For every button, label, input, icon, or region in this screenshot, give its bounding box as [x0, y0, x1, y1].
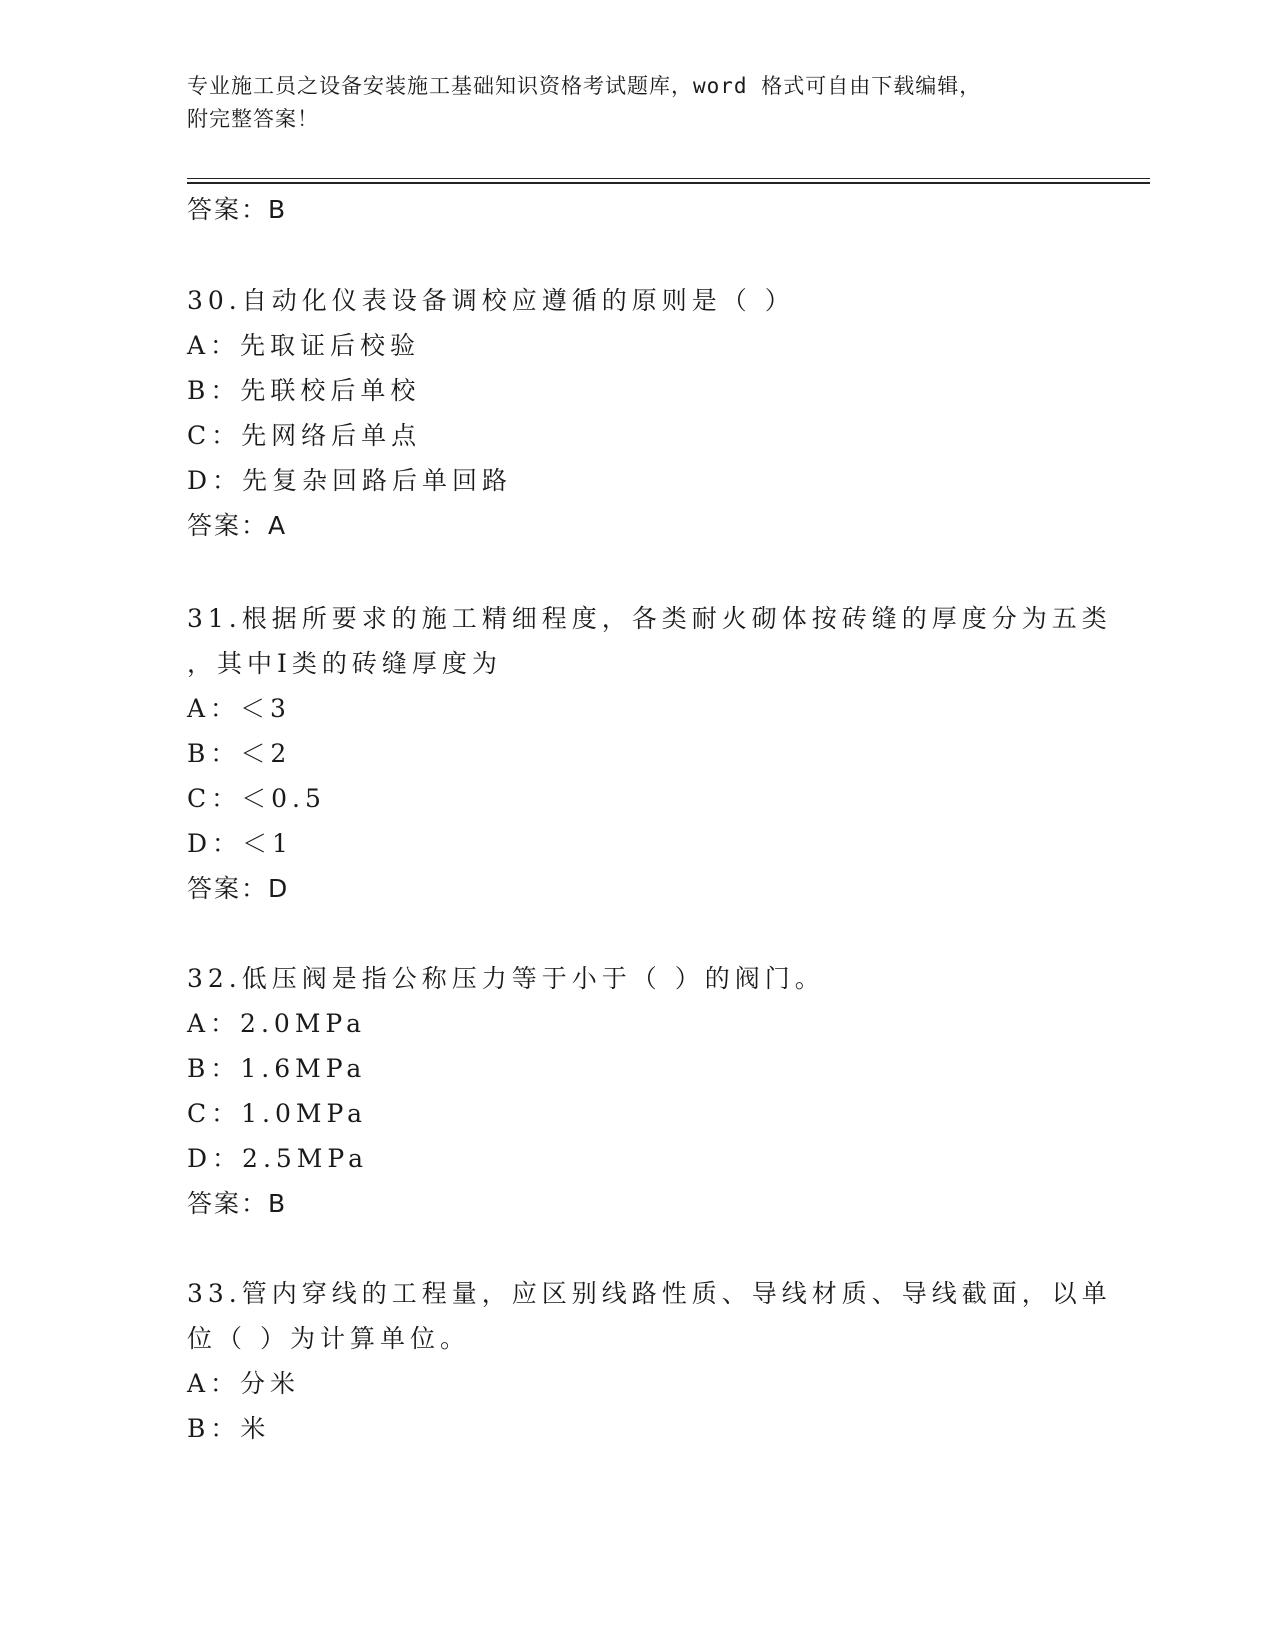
question-32-answer: 答案：B [187, 1189, 288, 1218]
header-divider-thin [187, 178, 1150, 179]
question-30-option-d: D：先复杂回路后单回路 [187, 466, 513, 495]
question-31-option-c: C：＜0.5 [187, 784, 326, 813]
question-32-stem: 32.低压阀是指公称压力等于小于（ ）的阀门。 [187, 964, 825, 993]
question-31-option-a: A：＜3 [187, 694, 291, 723]
question-30-answer: 答案：A [187, 511, 288, 540]
question-33-option-a: A：分米 [187, 1369, 301, 1398]
question-32-option-a: A：2.0MPa [187, 1009, 367, 1038]
previous-answer: 答案：B [187, 195, 288, 224]
question-31-stem-line-2: ，其中Ⅰ类的砖缝厚度为 [187, 649, 502, 678]
question-33-stem-line-2: 位（ ）为计算单位。 [187, 1324, 470, 1353]
question-30-option-b: B：先联校后单校 [187, 376, 421, 405]
question-32-option-b: B：1.6MPa [187, 1054, 367, 1083]
header-line-2: 附完整答案！ [187, 107, 319, 131]
question-31-answer: 答案：D [187, 874, 290, 903]
question-30-option-c: C：先网络后单点 [187, 421, 422, 450]
question-31-stem-line-1: 31.根据所要求的施工精细程度，各类耐火砌体按砖缝的厚度分为五类 [187, 604, 1112, 633]
question-31-option-d: D：＜1 [187, 829, 293, 858]
question-30-stem: 30.自动化仪表设备调校应遵循的原则是（ ） [187, 286, 795, 315]
question-33-option-b: B：米 [187, 1414, 271, 1443]
question-33-stem-line-1: 33.管内穿线的工程量，应区别线路性质、导线材质、导线截面，以单 [187, 1279, 1112, 1308]
document-header [187, 70, 1087, 136]
question-32-option-c: C：1.0MPa [187, 1099, 368, 1128]
question-30-option-a: A：先取证后校验 [187, 331, 421, 360]
question-32-option-d: D：2.5MPa [187, 1144, 369, 1173]
header-line-1: 专业施工员之设备安装施工基础知识资格考试题库，word 格式可自由下载编辑， [187, 74, 982, 98]
header-divider-thick [187, 182, 1150, 184]
question-31-option-b: B：＜2 [187, 739, 292, 768]
